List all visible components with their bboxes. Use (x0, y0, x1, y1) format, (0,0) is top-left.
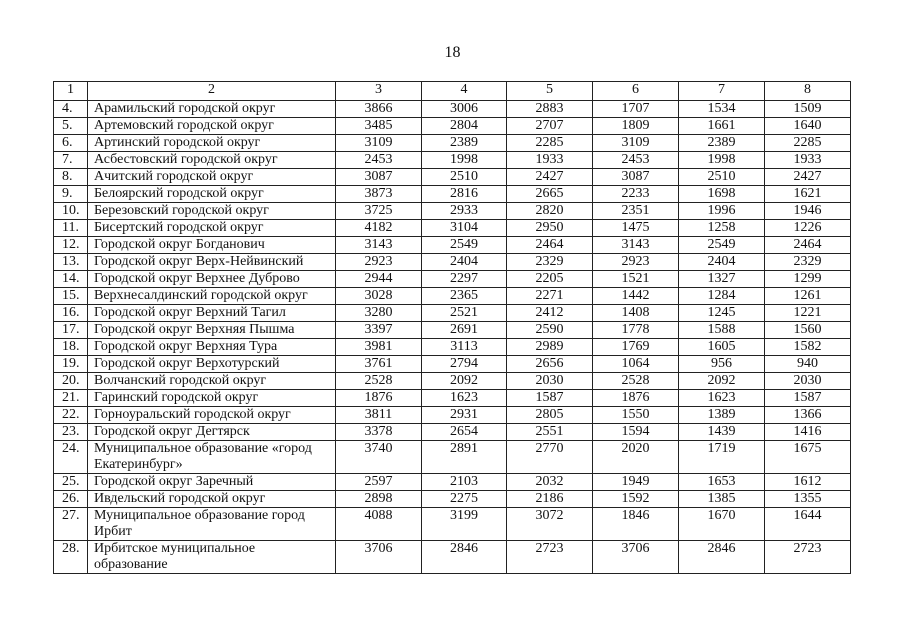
row-index-cell: 27. (54, 508, 88, 541)
value-cell: 2285 (507, 135, 593, 152)
value-cell: 2092 (422, 373, 507, 390)
municipality-name-cell: Горноуральский городской округ (88, 407, 336, 424)
row-index-cell: 21. (54, 390, 88, 407)
row-index-cell: 24. (54, 441, 88, 474)
column-header: 4 (422, 82, 507, 101)
table-row (54, 237, 851, 254)
value-cell: 2654 (422, 424, 507, 441)
value-cell: 2656 (507, 356, 593, 373)
municipality-name-cell: Белоярский городской округ (88, 186, 336, 203)
table-row (54, 441, 851, 474)
row-index-cell: 12. (54, 237, 88, 254)
value-cell: 2723 (507, 541, 593, 574)
value-cell: 1587 (507, 390, 593, 407)
value-cell: 1623 (679, 390, 765, 407)
value-cell: 2389 (422, 135, 507, 152)
value-cell: 940 (765, 356, 851, 373)
value-cell: 1389 (679, 407, 765, 424)
value-cell: 2898 (336, 491, 422, 508)
municipality-name-cell: Арамильский городской округ (88, 101, 336, 118)
value-cell: 2030 (507, 373, 593, 390)
row-index-cell: 16. (54, 305, 88, 322)
column-header: 1 (54, 82, 88, 101)
value-cell: 1226 (765, 220, 851, 237)
value-cell: 2931 (422, 407, 507, 424)
column-header: 5 (507, 82, 593, 101)
value-cell: 3761 (336, 356, 422, 373)
value-cell: 2453 (336, 152, 422, 169)
header-row (54, 82, 851, 101)
value-cell: 2205 (507, 271, 593, 288)
value-cell: 2427 (765, 169, 851, 186)
row-index-cell: 22. (54, 407, 88, 424)
value-cell: 2404 (422, 254, 507, 271)
value-cell: 1587 (765, 390, 851, 407)
value-cell: 1846 (593, 508, 679, 541)
table-row (54, 322, 851, 339)
table-row (54, 118, 851, 135)
table-row (54, 356, 851, 373)
row-index-cell: 13. (54, 254, 88, 271)
value-cell: 1245 (679, 305, 765, 322)
row-index-cell: 11. (54, 220, 88, 237)
municipality-name-cell: Городской округ Верх-Нейвинский (88, 254, 336, 271)
value-cell: 2549 (422, 237, 507, 254)
column-header: 7 (679, 82, 765, 101)
row-index-cell: 6. (54, 135, 88, 152)
value-cell: 1675 (765, 441, 851, 474)
municipality-name-cell: Верхнесалдинский городской округ (88, 288, 336, 305)
value-cell: 1933 (765, 152, 851, 169)
value-cell: 2846 (679, 541, 765, 574)
value-cell: 4088 (336, 508, 422, 541)
municipality-name-cell: Артинский городской округ (88, 135, 336, 152)
municipality-name-cell: Ачитский городской округ (88, 169, 336, 186)
value-cell: 1876 (336, 390, 422, 407)
table-row (54, 491, 851, 508)
value-cell: 3280 (336, 305, 422, 322)
value-cell: 2453 (593, 152, 679, 169)
value-cell: 2794 (422, 356, 507, 373)
value-cell: 2528 (593, 373, 679, 390)
table-row (54, 152, 851, 169)
value-cell: 2351 (593, 203, 679, 220)
municipality-name-cell: Бисертский городской округ (88, 220, 336, 237)
value-cell: 3866 (336, 101, 422, 118)
value-cell: 1670 (679, 508, 765, 541)
value-cell: 2950 (507, 220, 593, 237)
value-cell: 2723 (765, 541, 851, 574)
table-row (54, 373, 851, 390)
row-index-cell: 19. (54, 356, 88, 373)
value-cell: 1876 (593, 390, 679, 407)
value-cell: 1998 (679, 152, 765, 169)
page-number: 18 (444, 44, 461, 61)
municipality-name-cell: Волчанский городской округ (88, 373, 336, 390)
table-row (54, 508, 851, 541)
value-cell: 1221 (765, 305, 851, 322)
value-cell: 3397 (336, 322, 422, 339)
value-cell: 2020 (593, 441, 679, 474)
value-cell: 1996 (679, 203, 765, 220)
municipality-name-cell: Артемовский городской округ (88, 118, 336, 135)
value-cell: 2285 (765, 135, 851, 152)
row-index-cell: 14. (54, 271, 88, 288)
value-cell: 4182 (336, 220, 422, 237)
value-cell: 2412 (507, 305, 593, 322)
value-cell: 2933 (422, 203, 507, 220)
value-cell: 3811 (336, 407, 422, 424)
value-cell: 2271 (507, 288, 593, 305)
value-cell: 1064 (593, 356, 679, 373)
row-index-cell: 5. (54, 118, 88, 135)
value-cell: 2691 (422, 322, 507, 339)
table-row (54, 390, 851, 407)
value-cell: 2092 (679, 373, 765, 390)
value-cell: 1284 (679, 288, 765, 305)
value-cell: 2329 (765, 254, 851, 271)
value-cell: 1299 (765, 271, 851, 288)
value-cell: 956 (679, 356, 765, 373)
row-index-cell: 9. (54, 186, 88, 203)
column-header: 8 (765, 82, 851, 101)
table-row (54, 424, 851, 441)
value-cell: 2549 (679, 237, 765, 254)
value-cell: 3109 (336, 135, 422, 152)
value-cell: 1258 (679, 220, 765, 237)
value-cell: 1327 (679, 271, 765, 288)
value-cell: 2846 (422, 541, 507, 574)
municipality-name-cell: Городской округ Верхняя Тура (88, 339, 336, 356)
value-cell: 2528 (336, 373, 422, 390)
column-header: 2 (88, 82, 336, 101)
value-cell: 1475 (593, 220, 679, 237)
value-cell: 1605 (679, 339, 765, 356)
value-cell: 2551 (507, 424, 593, 441)
data-table (53, 81, 851, 574)
value-cell: 2923 (593, 254, 679, 271)
value-cell: 1442 (593, 288, 679, 305)
value-cell: 2883 (507, 101, 593, 118)
value-cell: 1661 (679, 118, 765, 135)
value-cell: 2923 (336, 254, 422, 271)
value-cell: 1588 (679, 322, 765, 339)
value-cell: 3199 (422, 508, 507, 541)
municipality-name-cell: Березовский городской округ (88, 203, 336, 220)
value-cell: 1644 (765, 508, 851, 541)
value-cell: 3087 (593, 169, 679, 186)
municipality-name-cell: Муниципальное образование город Ирбит (88, 508, 336, 541)
value-cell: 2805 (507, 407, 593, 424)
value-cell: 1949 (593, 474, 679, 491)
value-cell: 2464 (765, 237, 851, 254)
table-row (54, 305, 851, 322)
value-cell: 1946 (765, 203, 851, 220)
table-row (54, 135, 851, 152)
value-cell: 2404 (679, 254, 765, 271)
value-cell: 1550 (593, 407, 679, 424)
value-cell: 1592 (593, 491, 679, 508)
value-cell: 1640 (765, 118, 851, 135)
value-cell: 3485 (336, 118, 422, 135)
row-index-cell: 17. (54, 322, 88, 339)
value-cell: 2329 (507, 254, 593, 271)
value-cell: 2365 (422, 288, 507, 305)
value-cell: 3113 (422, 339, 507, 356)
value-cell: 2665 (507, 186, 593, 203)
table-row (54, 220, 851, 237)
table-row (54, 186, 851, 203)
value-cell: 1582 (765, 339, 851, 356)
municipality-name-cell: Городской округ Верхотурский (88, 356, 336, 373)
value-cell: 1385 (679, 491, 765, 508)
value-cell: 2510 (679, 169, 765, 186)
value-cell: 3873 (336, 186, 422, 203)
value-cell: 1521 (593, 271, 679, 288)
value-cell: 2770 (507, 441, 593, 474)
table-body (54, 101, 851, 574)
value-cell: 3028 (336, 288, 422, 305)
value-cell: 3143 (336, 237, 422, 254)
municipality-name-cell: Асбестовский городской округ (88, 152, 336, 169)
value-cell: 1594 (593, 424, 679, 441)
value-cell: 1933 (507, 152, 593, 169)
value-cell: 3109 (593, 135, 679, 152)
row-index-cell: 7. (54, 152, 88, 169)
municipality-name-cell: Муниципальное образование «город Екатеринбург» (88, 441, 336, 474)
value-cell: 2989 (507, 339, 593, 356)
value-cell: 2820 (507, 203, 593, 220)
value-cell: 2186 (507, 491, 593, 508)
value-cell: 2597 (336, 474, 422, 491)
value-cell: 2944 (336, 271, 422, 288)
value-cell: 1509 (765, 101, 851, 118)
value-cell: 2275 (422, 491, 507, 508)
table-row (54, 407, 851, 424)
value-cell: 3143 (593, 237, 679, 254)
value-cell: 2103 (422, 474, 507, 491)
value-cell: 2521 (422, 305, 507, 322)
row-index-cell: 20. (54, 373, 88, 390)
value-cell: 3706 (336, 541, 422, 574)
table-row (54, 288, 851, 305)
table-row (54, 203, 851, 220)
row-index-cell: 15. (54, 288, 88, 305)
value-cell: 1612 (765, 474, 851, 491)
municipality-name-cell: Городской округ Заречный (88, 474, 336, 491)
value-cell: 1653 (679, 474, 765, 491)
municipality-name-cell: Городской округ Верхняя Пышма (88, 322, 336, 339)
value-cell: 2707 (507, 118, 593, 135)
value-cell: 1809 (593, 118, 679, 135)
table-row (54, 254, 851, 271)
row-index-cell: 25. (54, 474, 88, 491)
value-cell: 2233 (593, 186, 679, 203)
value-cell: 2464 (507, 237, 593, 254)
column-header: 3 (336, 82, 422, 101)
value-cell: 1355 (765, 491, 851, 508)
value-cell: 1621 (765, 186, 851, 203)
value-cell: 2510 (422, 169, 507, 186)
value-cell: 1416 (765, 424, 851, 441)
value-cell: 3740 (336, 441, 422, 474)
value-cell: 2891 (422, 441, 507, 474)
value-cell: 3087 (336, 169, 422, 186)
value-cell: 1719 (679, 441, 765, 474)
municipality-name-cell: Городской округ Богданович (88, 237, 336, 254)
table-row (54, 339, 851, 356)
municipality-name-cell: Ивдельский городской округ (88, 491, 336, 508)
value-cell: 2032 (507, 474, 593, 491)
value-cell: 2427 (507, 169, 593, 186)
column-header: 6 (593, 82, 679, 101)
value-cell: 1366 (765, 407, 851, 424)
value-cell: 1560 (765, 322, 851, 339)
table-row (54, 541, 851, 574)
value-cell: 3006 (422, 101, 507, 118)
table-row (54, 271, 851, 288)
value-cell: 2804 (422, 118, 507, 135)
table-row (54, 474, 851, 491)
value-cell: 2816 (422, 186, 507, 203)
value-cell: 1439 (679, 424, 765, 441)
value-cell: 1261 (765, 288, 851, 305)
table-row (54, 101, 851, 118)
value-cell: 1707 (593, 101, 679, 118)
value-cell: 3706 (593, 541, 679, 574)
value-cell: 1408 (593, 305, 679, 322)
municipality-name-cell: Городской округ Дегтярск (88, 424, 336, 441)
value-cell: 2389 (679, 135, 765, 152)
municipality-name-cell: Ирбитское муниципальное образование (88, 541, 336, 574)
value-cell: 3981 (336, 339, 422, 356)
value-cell: 2030 (765, 373, 851, 390)
value-cell: 2590 (507, 322, 593, 339)
value-cell: 3378 (336, 424, 422, 441)
value-cell: 3072 (507, 508, 593, 541)
value-cell: 1534 (679, 101, 765, 118)
value-cell: 2297 (422, 271, 507, 288)
value-cell: 1623 (422, 390, 507, 407)
municipality-name-cell: Городской округ Верхнее Дуброво (88, 271, 336, 288)
value-cell: 1698 (679, 186, 765, 203)
value-cell: 1769 (593, 339, 679, 356)
value-cell: 3104 (422, 220, 507, 237)
row-index-cell: 4. (54, 101, 88, 118)
row-index-cell: 18. (54, 339, 88, 356)
row-index-cell: 28. (54, 541, 88, 574)
value-cell: 3725 (336, 203, 422, 220)
row-index-cell: 26. (54, 491, 88, 508)
row-index-cell: 10. (54, 203, 88, 220)
row-index-cell: 8. (54, 169, 88, 186)
municipality-name-cell: Гаринский городской округ (88, 390, 336, 407)
value-cell: 1778 (593, 322, 679, 339)
row-index-cell: 23. (54, 424, 88, 441)
value-cell: 1998 (422, 152, 507, 169)
municipality-name-cell: Городской округ Верхний Тагил (88, 305, 336, 322)
table-row (54, 169, 851, 186)
